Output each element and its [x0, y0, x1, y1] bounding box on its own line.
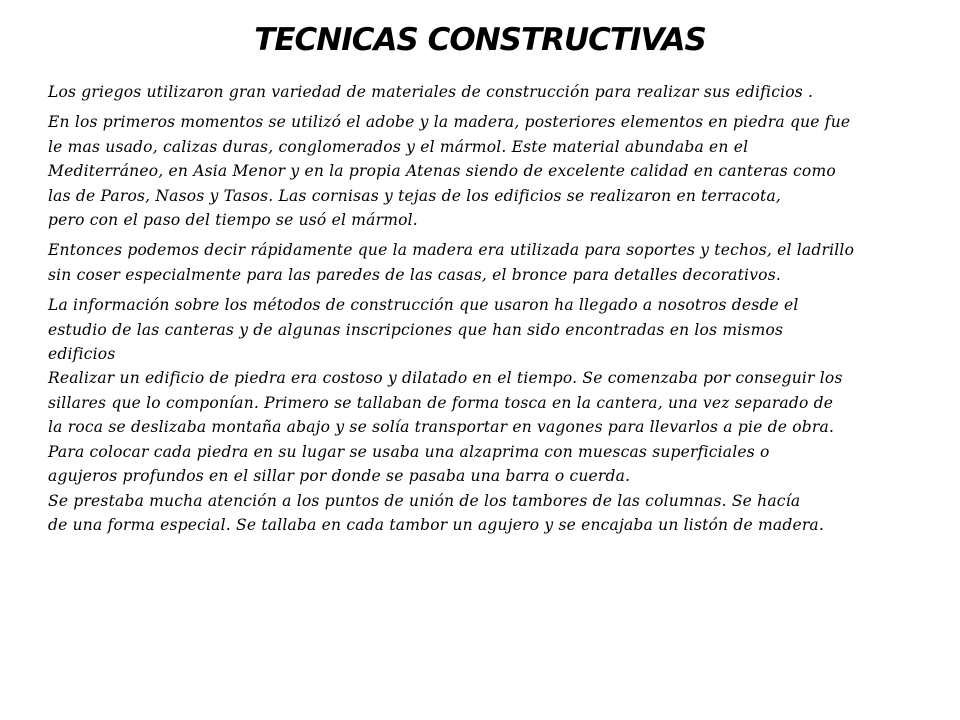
- text-line: estudio de las canteras y de algunas inscripciones que han sido encontradas en los mismos: [48, 320, 784, 339]
- body-text: [48, 80, 928, 537]
- paragraph-materials: [48, 110, 928, 232]
- text-line: edificios: [48, 345, 116, 364]
- text-line: la roca se deslizaba montaña abajo y se solía transportar en vagones para llevarlos a pie de obra.: [48, 418, 835, 437]
- text-line: le mas usado, calizas duras, conglomerados y el mármol. Este material abundaba en el: [48, 137, 749, 156]
- paragraph-intro: [48, 80, 928, 104]
- text-line: sin coser especialmente para las paredes de las casas, el bronce para detalles decorativos.: [48, 265, 781, 284]
- text-line: Se prestaba mucha atención a los puntos de unión de los tambores de las columnas. Se hacía: [48, 491, 801, 510]
- text-line: Para colocar cada piedra en su lugar se usaba una alzaprima con muescas superficiales o: [48, 442, 770, 461]
- text-line: sillares que lo componían. Primero se tallaban de forma tosca en la cantera, una vez separado de: [48, 393, 834, 412]
- text-line: agujeros profundos en el sillar por donde se pasaba una barra o cuerda.: [48, 467, 631, 486]
- page-title: TECNICAS CONSTRUCTIVAS: [254, 22, 706, 58]
- text-line: Entonces podemos decir rápidamente que la madera era utilizada para soportes y techos, el ladrillo: [48, 241, 855, 260]
- text-line: En los primeros momentos se utilizó el adobe y la madera, posteriores elementos en piedra que fue: [48, 113, 851, 132]
- text-line: Realizar un edificio de piedra era costoso y dilatado en el tiempo. Se comenzaba por conseguir los: [48, 369, 843, 388]
- text-line: las de Paros, Nasos y Tasos. Las cornisas y tejas de los edificios se realizaron en terracota,: [48, 186, 782, 205]
- paragraph-uses: [48, 238, 928, 287]
- paragraph-process: [48, 366, 928, 537]
- text-line: de una forma especial. Se tallaba en cada tambor un agujero y se encajaba un listón de madera.: [48, 515, 824, 534]
- text-line: Los griegos utilizaron gran variedad de materiales de construcción para realizar sus edificios .: [48, 83, 814, 101]
- text-line: La información sobre los métodos de construcción que usaron ha llegado a nosotros desde el: [48, 296, 799, 315]
- text-line: Mediterráneo, en Asia Menor y en la propia Atenas siendo de excelente calidad en canteras como: [48, 162, 836, 181]
- text-line: pero con el paso del tiempo se usó el mármol.: [48, 211, 418, 230]
- paragraph-information: [48, 293, 928, 366]
